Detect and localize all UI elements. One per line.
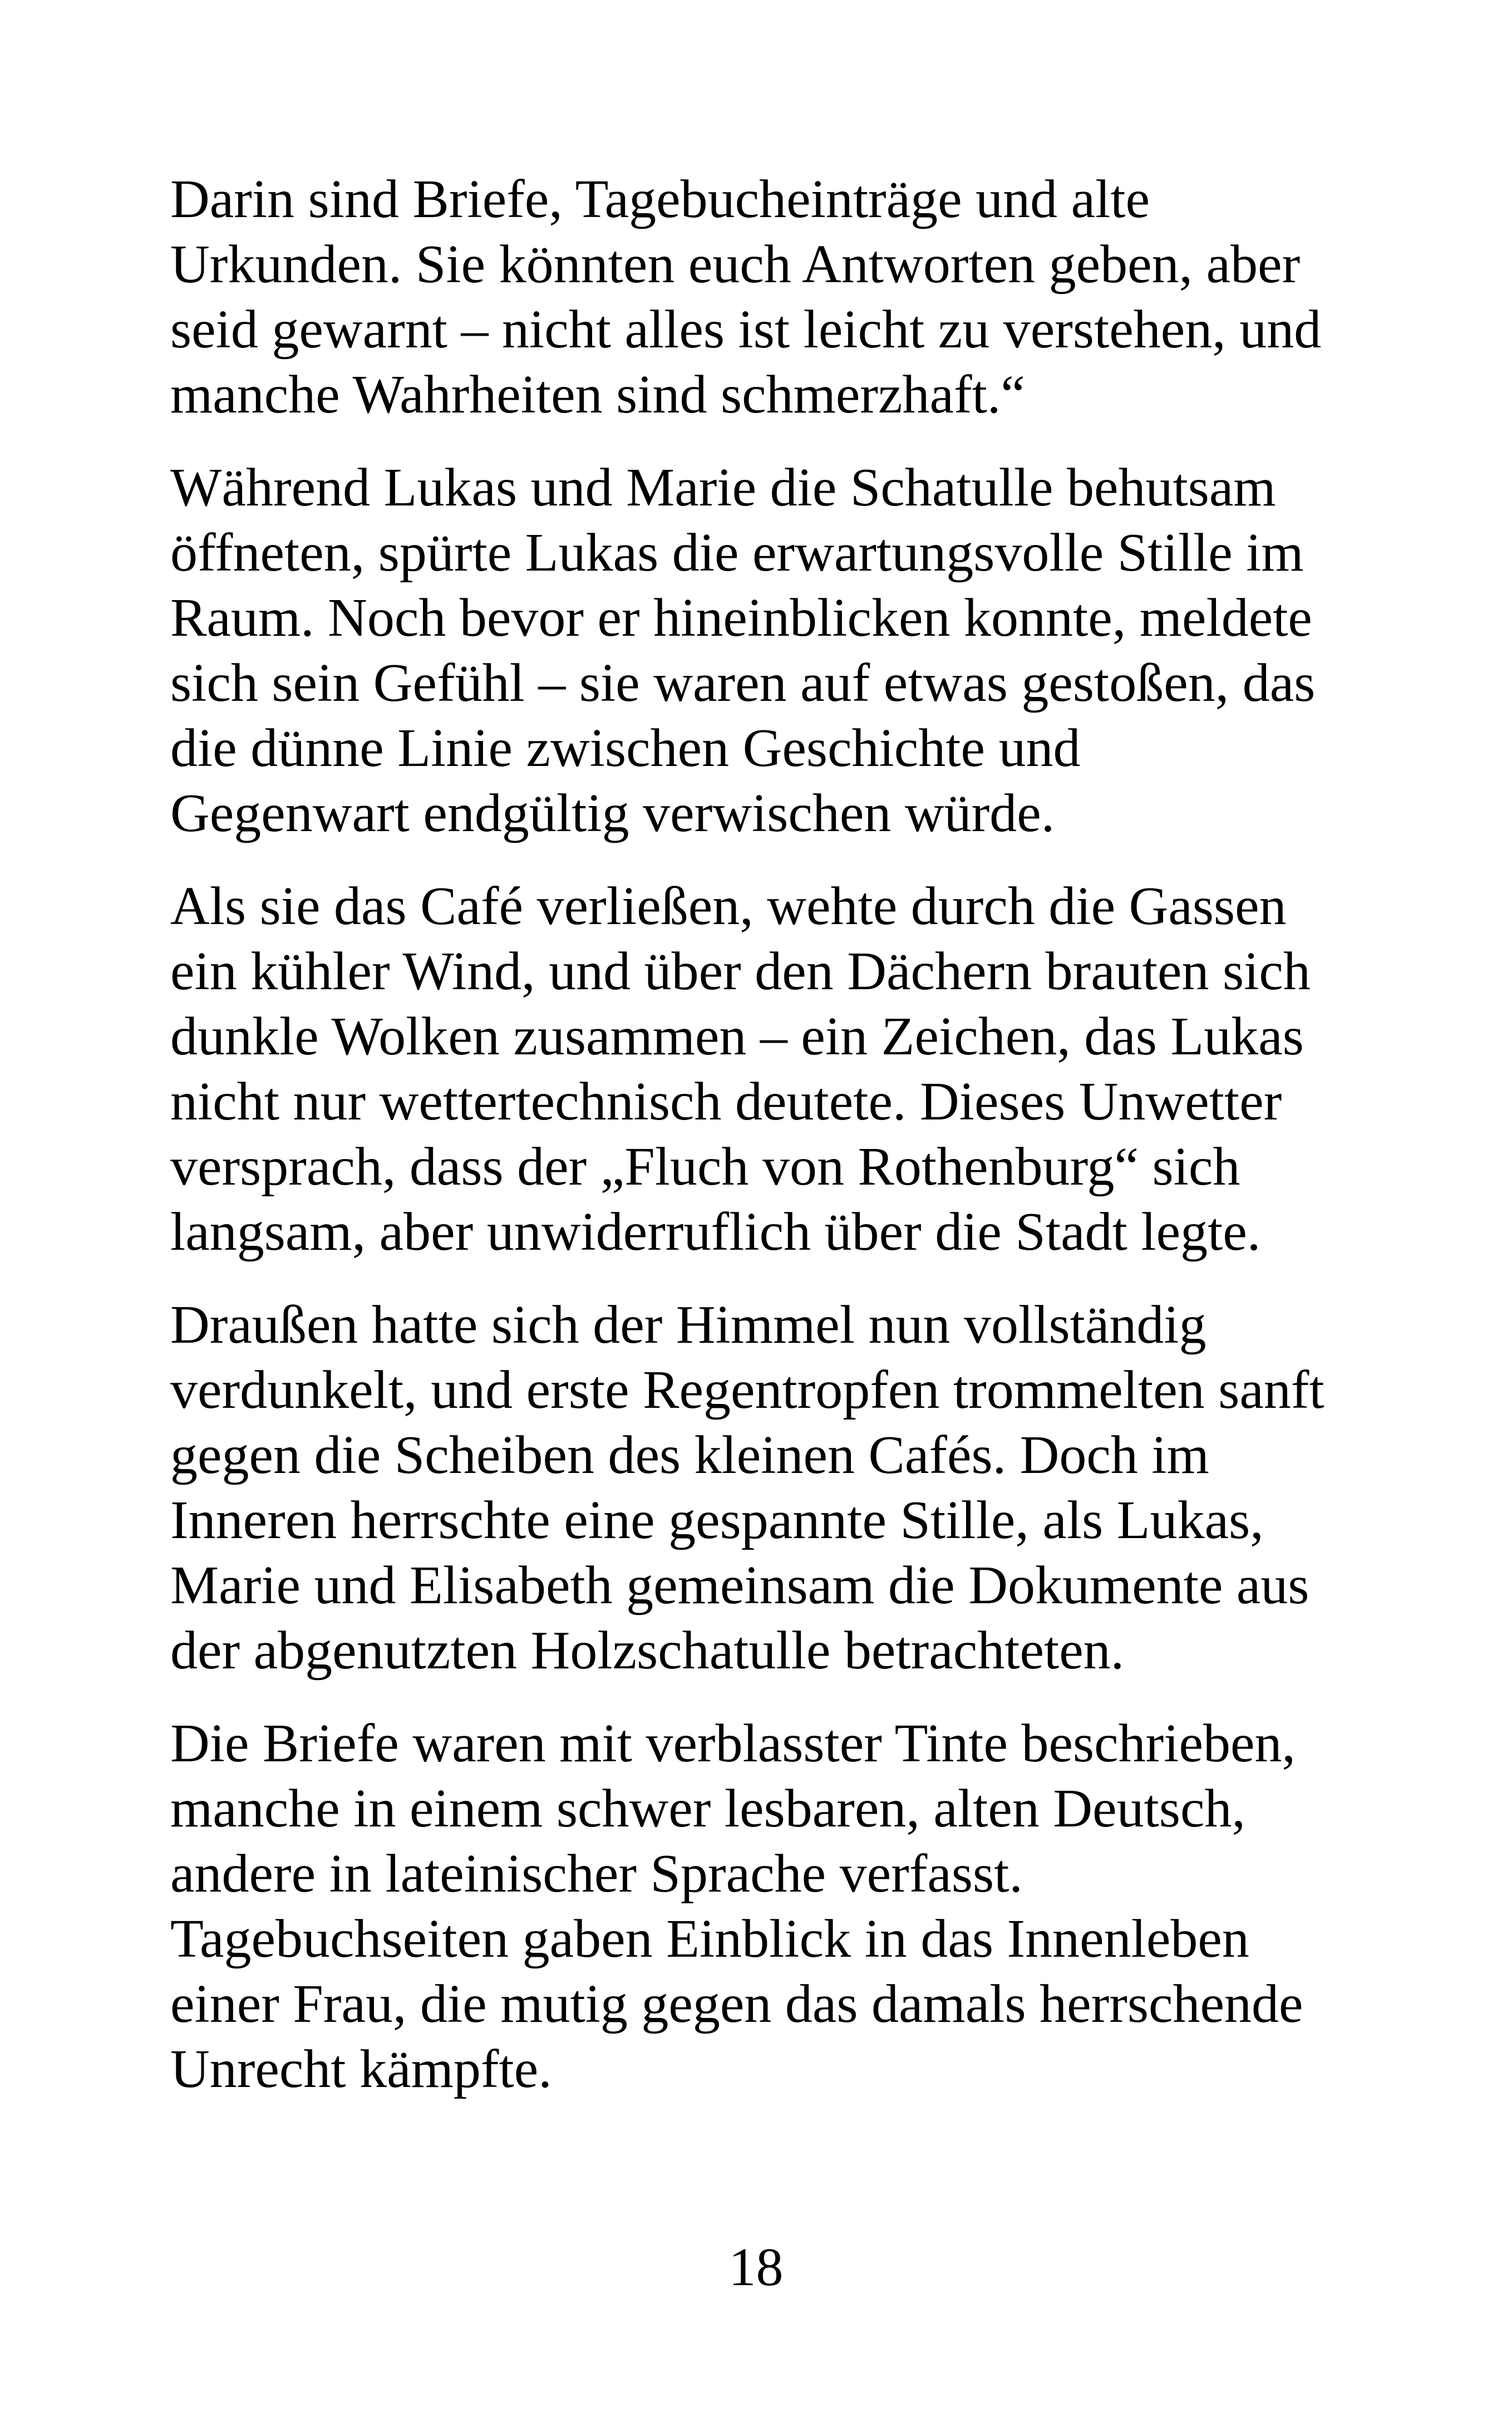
text-line: einer Frau, die mutig gegen das damals herrschende (170, 1974, 1303, 2034)
text-line: Marie und Elisabeth gemeinsam die Dokumente aus (170, 1555, 1309, 1615)
text-line: öffneten, spürte Lukas die erwartungsvolle Stille im (170, 523, 1304, 583)
text-line: andere in lateinischer Sprache verfasst. (170, 1844, 1023, 1904)
text-line: Darin sind Briefe, Tagebucheinträge und alte (170, 169, 1150, 229)
text-line: manche Wahrheiten sind schmerzhaft.“ (170, 365, 1025, 425)
paragraph-2 (170, 455, 1383, 846)
text-line: gegen die Scheiben des kleinen Cafés. Doch im (170, 1425, 1209, 1485)
text-line: Urkunden. Sie könnten euch Antworten geben, aber (170, 234, 1301, 294)
text-line: ein kühler Wind, und über den Dächern brauten sich (170, 941, 1311, 1001)
text-line: seid gewarnt – nicht alles ist leicht zu verstehen, und (170, 299, 1322, 360)
body-text (170, 167, 1383, 2130)
text-line: die dünne Linie zwischen Geschichte und (170, 718, 1081, 778)
paragraph-3 (170, 874, 1383, 1265)
text-line: dunkle Wolken zusammen – ein Zeichen, das Lukas (170, 1006, 1304, 1067)
page-number: 18 (728, 2237, 784, 2297)
text-line: manche in einem schwer lesbaren, alten Deutsch, (170, 1779, 1246, 1839)
text-line: verdunkelt, und erste Regentropfen trommelten sanft (170, 1360, 1324, 1420)
text-line: langsam, aber unwiderruflich über die Stadt legte. (170, 1202, 1261, 1262)
text-line: Die Briefe waren mit verblasster Tinte beschrieben, (170, 1713, 1296, 1774)
paragraph-4 (170, 1293, 1383, 1683)
text-line: Raum. Noch bevor er hineinblicken konnte, meldete (170, 588, 1312, 648)
text-line: Unrecht kämpfte. (170, 2039, 552, 2099)
text-line: sich sein Gefühl – sie waren auf etwas gestoßen, das (170, 653, 1316, 713)
text-line: Tagebuchseiten gaben Einblick in das Innenleben (170, 1909, 1249, 1969)
text-line: Draußen hatte sich der Himmel nun vollständig (170, 1295, 1206, 1355)
text-line: Inneren herrschte eine gespannte Stille, als Lukas, (170, 1490, 1264, 1550)
text-line: versprach, dass der „Fluch von Rothenburg“ sich (170, 1137, 1240, 1197)
paragraph-1 (170, 167, 1383, 428)
text-line: der abgenutzten Holzschatulle betrachteten. (170, 1620, 1125, 1681)
text-line: Als sie das Café verließen, wehte durch die Gassen (170, 876, 1287, 936)
text-line: nicht nur wettertechnisch deutete. Dieses Unwetter (170, 1072, 1282, 1132)
paragraph-5 (170, 1711, 1383, 2102)
text-line: Gegenwart endgültig verwischen würde. (170, 783, 1055, 843)
text-line: Während Lukas und Marie die Schatulle behutsam (170, 458, 1276, 518)
